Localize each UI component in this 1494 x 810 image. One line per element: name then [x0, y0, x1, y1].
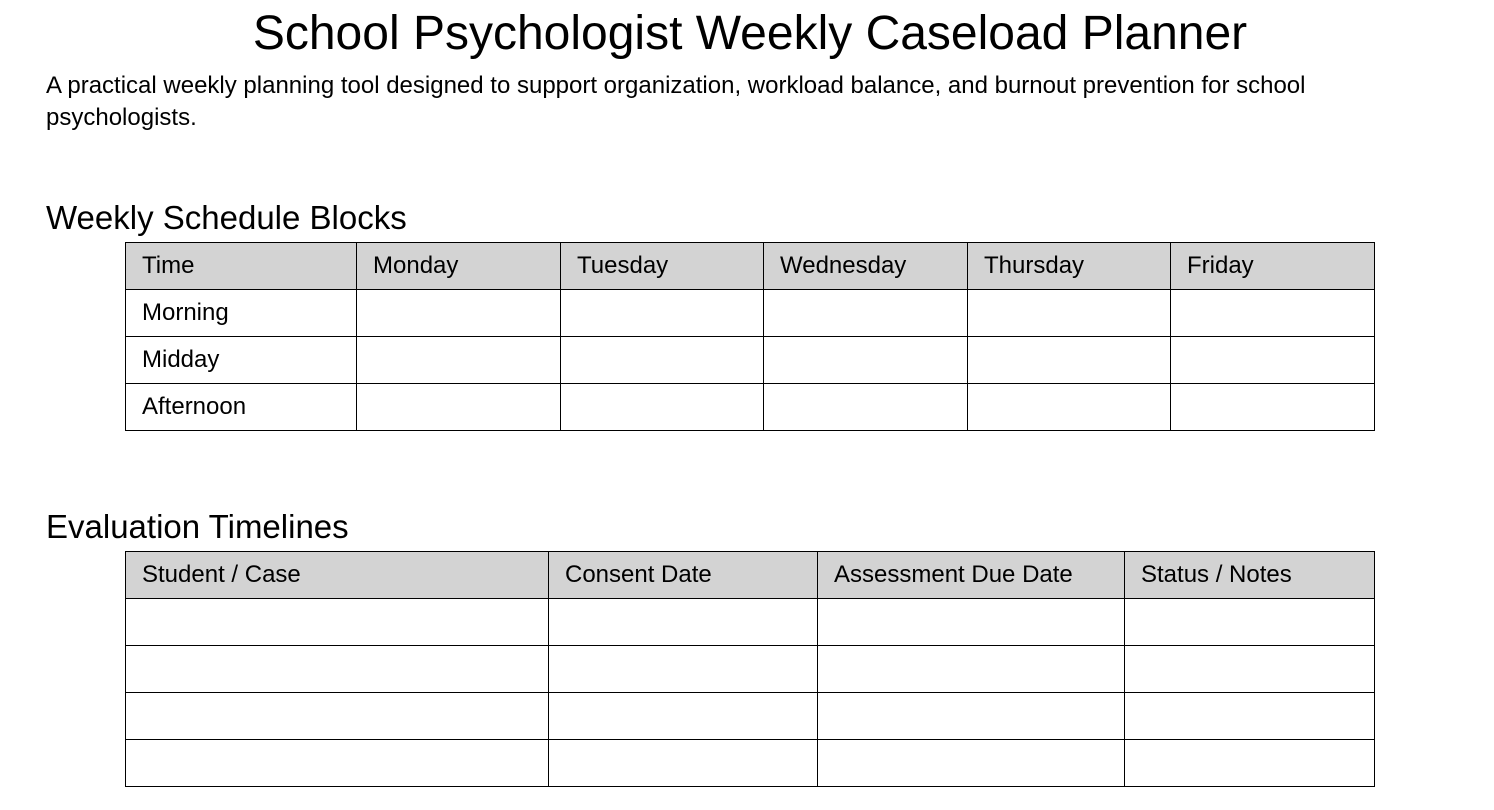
evaluation-column-header-student: Student / Case: [126, 552, 549, 599]
schedule-time-label: Midday: [126, 337, 357, 384]
evaluation-row: [126, 740, 1375, 787]
schedule-column-header-thursday: Thursday: [968, 243, 1171, 290]
page-subtitle: A practical weekly planning tool designed to support organization, workload balance, and burnout prevention for school psychologists.: [46, 72, 1306, 131]
schedule-cell[interactable]: [1171, 384, 1375, 431]
schedule-cell[interactable]: [357, 384, 561, 431]
evaluation-cell[interactable]: [549, 693, 818, 740]
schedule-cell[interactable]: [764, 337, 968, 384]
schedule-cell[interactable]: [1171, 290, 1375, 337]
schedule-cell[interactable]: [764, 290, 968, 337]
evaluation-cell[interactable]: [1125, 599, 1375, 646]
schedule-time-label: Morning: [126, 290, 357, 337]
schedule-cell[interactable]: [968, 384, 1171, 431]
evaluation-cell[interactable]: [549, 599, 818, 646]
evaluation-cell[interactable]: [1125, 693, 1375, 740]
evaluation-column-header-due-date: Assessment Due Date: [818, 552, 1125, 599]
evaluation-section-heading: Evaluation Timelines: [46, 508, 349, 545]
schedule-cell[interactable]: [968, 290, 1171, 337]
schedule-cell[interactable]: [764, 384, 968, 431]
schedule-cell[interactable]: [561, 290, 764, 337]
evaluation-row: [126, 646, 1375, 693]
evaluation-cell[interactable]: [1125, 646, 1375, 693]
evaluation-cell[interactable]: [126, 693, 549, 740]
evaluation-cell[interactable]: [818, 740, 1125, 787]
evaluation-cell[interactable]: [126, 646, 549, 693]
evaluation-cell[interactable]: [818, 693, 1125, 740]
schedule-row-afternoon: [126, 384, 1375, 431]
evaluation-column-header-status: Status / Notes: [1125, 552, 1375, 599]
evaluation-cell[interactable]: [549, 740, 818, 787]
evaluation-row: [126, 599, 1375, 646]
evaluation-column-header-consent-date: Consent Date: [549, 552, 818, 599]
evaluation-cell[interactable]: [126, 740, 549, 787]
schedule-column-header-time: Time: [126, 243, 357, 290]
schedule-header-row: [126, 243, 1375, 290]
schedule-column-header-wednesday: Wednesday: [764, 243, 968, 290]
evaluation-cell[interactable]: [1125, 740, 1375, 787]
schedule-cell[interactable]: [561, 337, 764, 384]
schedule-cell[interactable]: [968, 337, 1171, 384]
schedule-row-morning: [126, 290, 1375, 337]
evaluation-table: [125, 551, 1375, 787]
schedule-column-header-monday: Monday: [357, 243, 561, 290]
schedule-section-heading: Weekly Schedule Blocks: [46, 199, 407, 236]
schedule-cell[interactable]: [357, 290, 561, 337]
schedule-column-header-tuesday: Tuesday: [561, 243, 764, 290]
evaluation-cell[interactable]: [549, 646, 818, 693]
schedule-column-header-friday: Friday: [1171, 243, 1375, 290]
evaluation-row: [126, 693, 1375, 740]
schedule-time-label: Afternoon: [126, 384, 357, 431]
evaluation-cell[interactable]: [818, 646, 1125, 693]
evaluation-header-row: [126, 552, 1375, 599]
schedule-cell[interactable]: [561, 384, 764, 431]
schedule-cell[interactable]: [1171, 337, 1375, 384]
schedule-table: [125, 242, 1375, 431]
evaluation-cell[interactable]: [818, 599, 1125, 646]
page-title: School Psychologist Weekly Caseload Planner: [252, 7, 1248, 60]
evaluation-cell[interactable]: [126, 599, 549, 646]
schedule-row-midday: [126, 337, 1375, 384]
schedule-cell[interactable]: [357, 337, 561, 384]
